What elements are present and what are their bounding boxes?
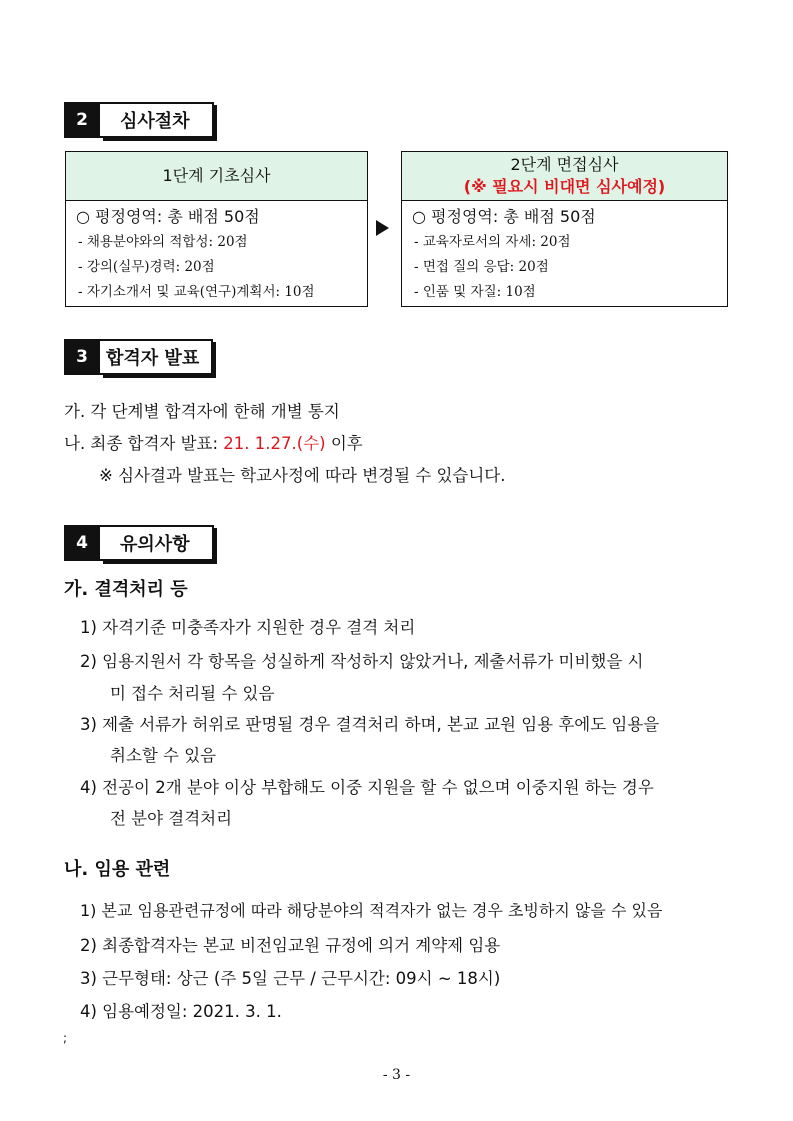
arrow-right-icon: [376, 220, 389, 236]
notice-a-item-2: 2) 임용지원서 각 항목을 성실하게 작성하지 않았거나, 제출서류가 미비했을 시: [80, 652, 644, 671]
stage-1-score: ○ 평정영역: 총 배점 50점: [76, 207, 260, 226]
stage-2-title: 2단계 면접심사: [510, 155, 619, 174]
announce-line-2-prefix: 나. 최종 합격자 발표:: [64, 434, 224, 453]
announce-line-1: 가. 각 단계별 합격자에 한해 개별 통지: [64, 402, 340, 421]
notice-a-item-2-cont: 미 접수 처리될 수 있음: [110, 684, 275, 703]
stage-2-item: - 인품 및 자질: 10점: [414, 284, 536, 300]
section-2-header: [64, 102, 214, 138]
stage-1-body: [66, 201, 367, 305]
announce-date: 21. 1.27.(수): [223, 434, 326, 453]
stage-2-note: (※ 필요시 비대면 심사예정): [463, 177, 666, 196]
notice-a-item-3-cont: 취소할 수 있음: [110, 746, 217, 765]
stage-2-item: - 면접 질의 응답: 20점: [414, 259, 549, 275]
stage-2-header: [402, 152, 727, 201]
stage-2-box: [401, 151, 728, 307]
announce-line-2: [64, 430, 363, 454]
notice-a-item-4: 4) 전공이 2개 분야 이상 부합해도 이중 지원을 할 수 없으며 이중지원 하는 경우: [80, 778, 654, 797]
stray-semicolon: ;: [63, 1031, 68, 1045]
stage-1-box: [65, 151, 368, 307]
stage-1-item: - 채용분야와의 적합성: 20점: [78, 234, 248, 250]
notice-a-item-1: 1) 자격기준 미충족자가 지원한 경우 결격 처리: [80, 618, 416, 637]
section-title: 합격자 발표: [100, 339, 213, 375]
section-number: 3: [64, 339, 100, 375]
stage-1-title: 1단계 기초심사: [162, 166, 271, 185]
stage-2-body: [402, 201, 727, 305]
section-title: 심사절차: [100, 102, 214, 138]
notice-a-item-4-cont: 전 분야 결격처리: [110, 809, 233, 828]
page-number: - 3 -: [382, 1067, 411, 1083]
stage-1-item: - 자기소개서 및 교육(연구)계획서: 10점: [78, 284, 315, 300]
section-number: 4: [64, 525, 100, 561]
section-title: 유의사항: [100, 525, 214, 561]
announce-note: ※ 심사결과 발표는 학교사정에 따라 변경될 수 있습니다.: [99, 466, 506, 485]
notice-b-heading: 나. 임용 관련: [64, 859, 171, 880]
stage-1-header: [66, 152, 367, 201]
notice-b-item-2: 2) 최종합격자는 본교 비전임교원 규정에 의거 계약제 임용: [80, 936, 501, 955]
stage-2-score: ○ 평정영역: 총 배점 50점: [412, 207, 596, 226]
notice-b-item-1: 1) 본교 임용관련규정에 따라 해당분야의 적격자가 없는 경우 초빙하지 않을 수 있음: [80, 901, 663, 920]
stage-2-item: - 교육자로서의 자세: 20점: [414, 234, 571, 250]
section-4-header: [64, 525, 214, 561]
notice-b-item-4: 4) 임용예정일: 2021. 3. 1.: [80, 1002, 282, 1021]
notice-a-item-3: 3) 제출 서류가 허위로 판명될 경우 결격처리 하며, 본교 교원 임용 후에도 임용을: [80, 715, 660, 734]
section-3-header: [64, 339, 213, 375]
section-number: 2: [64, 102, 100, 138]
stage-1-item: - 강의(실무)경력: 20점: [78, 259, 215, 275]
announce-line-2-suffix: 이후: [325, 434, 363, 453]
notice-b-item-3: 3) 근무형태: 상근 (주 5일 근무 / 근무시간: 09시 ~ 18시): [80, 969, 501, 988]
notice-a-heading: 가. 결격처리 등: [64, 579, 188, 600]
